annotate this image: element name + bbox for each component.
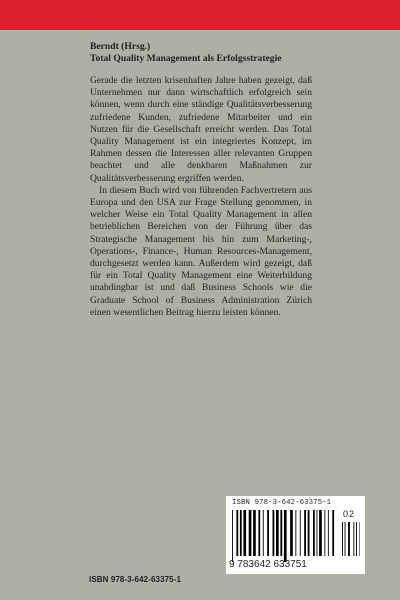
barcode-bar (313, 510, 315, 556)
barcode-bar (258, 510, 260, 556)
barcode-bar (300, 510, 301, 556)
barcode-addon-number: 02 (343, 509, 356, 519)
barcode-bar (345, 522, 346, 556)
barcode-bar (332, 510, 334, 556)
barcode-addon-bars (342, 522, 360, 562)
isbn-label: ISBN 978-3-642-63375-1 (89, 575, 182, 584)
barcode-bar (295, 510, 296, 556)
barcode-digits: 9 783642 633751 (229, 559, 307, 570)
barcode-bar (319, 510, 322, 556)
top-color-band (0, 0, 400, 30)
barcode-bar (342, 522, 343, 556)
barcode-bar (240, 510, 242, 556)
barcode-bar (236, 510, 238, 556)
barcode-bar (304, 510, 306, 556)
barcode-bar (243, 510, 246, 556)
book-title: Total Quality Management als Erfolgsstrategie (90, 52, 282, 64)
barcode-bars (232, 510, 336, 562)
barcode-bar (290, 510, 293, 556)
barcode-bar (284, 510, 287, 562)
barcode-bar (249, 510, 252, 556)
barcode-bar (360, 522, 361, 556)
barcode-bar (276, 510, 279, 556)
barcode (226, 496, 365, 574)
blurb-paragraph: In diesem Buch wird von führenden Fachvertretern aus Europa und den USA zur Frage Stellung genommen, in welcher Weise ein Total Quality Management in allen betrieblichen Bereichen von der Führung über das Strategische Management bis hin zum Marketing-, Operations-, Finance-, Human Resources-Management, durchgesetzt werden kann. Außerdem wird gezeigt, daß für ein Total Quality Management eine Weiterbildung unabdingbar ist und daß Business Schools wie die Graduate School of Business Administration Zürich einen wesentlichen Beitrag hierzu leisten können. (90, 184, 312, 318)
barcode-bar (267, 510, 269, 556)
barcode-bar (308, 510, 310, 556)
barcode-bar (348, 522, 350, 556)
back-cover-text (90, 41, 312, 319)
blurb (90, 75, 312, 319)
barcode-isbn-label: ISBN 978-3-642-63375-1 (232, 499, 332, 507)
barcode-bar (328, 510, 329, 556)
barcode-bar (353, 522, 354, 556)
barcode-bar (253, 510, 256, 556)
barcode-bar (356, 522, 357, 556)
barcode-bar (317, 510, 318, 556)
barcode-bar (280, 510, 282, 556)
book-author: Berndt (Hrsg.) (90, 41, 151, 52)
barcode-bar (273, 510, 275, 556)
barcode-bar (232, 510, 233, 562)
barcode-bar (263, 510, 264, 556)
barcode-bar (324, 510, 325, 556)
blurb-paragraph: Gerade die letzten krisenhaften Jahre haben gezeigt, daß Unternehmen nur dann wirtschaftlich erfolgreich sein können, wenn durch eine ständige Qualitätsverbesserung zufriedene Kunden, zufriedene Mitarbeiter und ein Nutzen für die Gesellschaft erreicht werden. Das Total Quality Management ist ein integriertes Konzept, im Rahmen dessen die Interessen aller relevanten Gruppen beachtet und alle denkbaren Maßnahmen zur Qualitätsverbesserung ergriffen werden. (90, 75, 312, 184)
